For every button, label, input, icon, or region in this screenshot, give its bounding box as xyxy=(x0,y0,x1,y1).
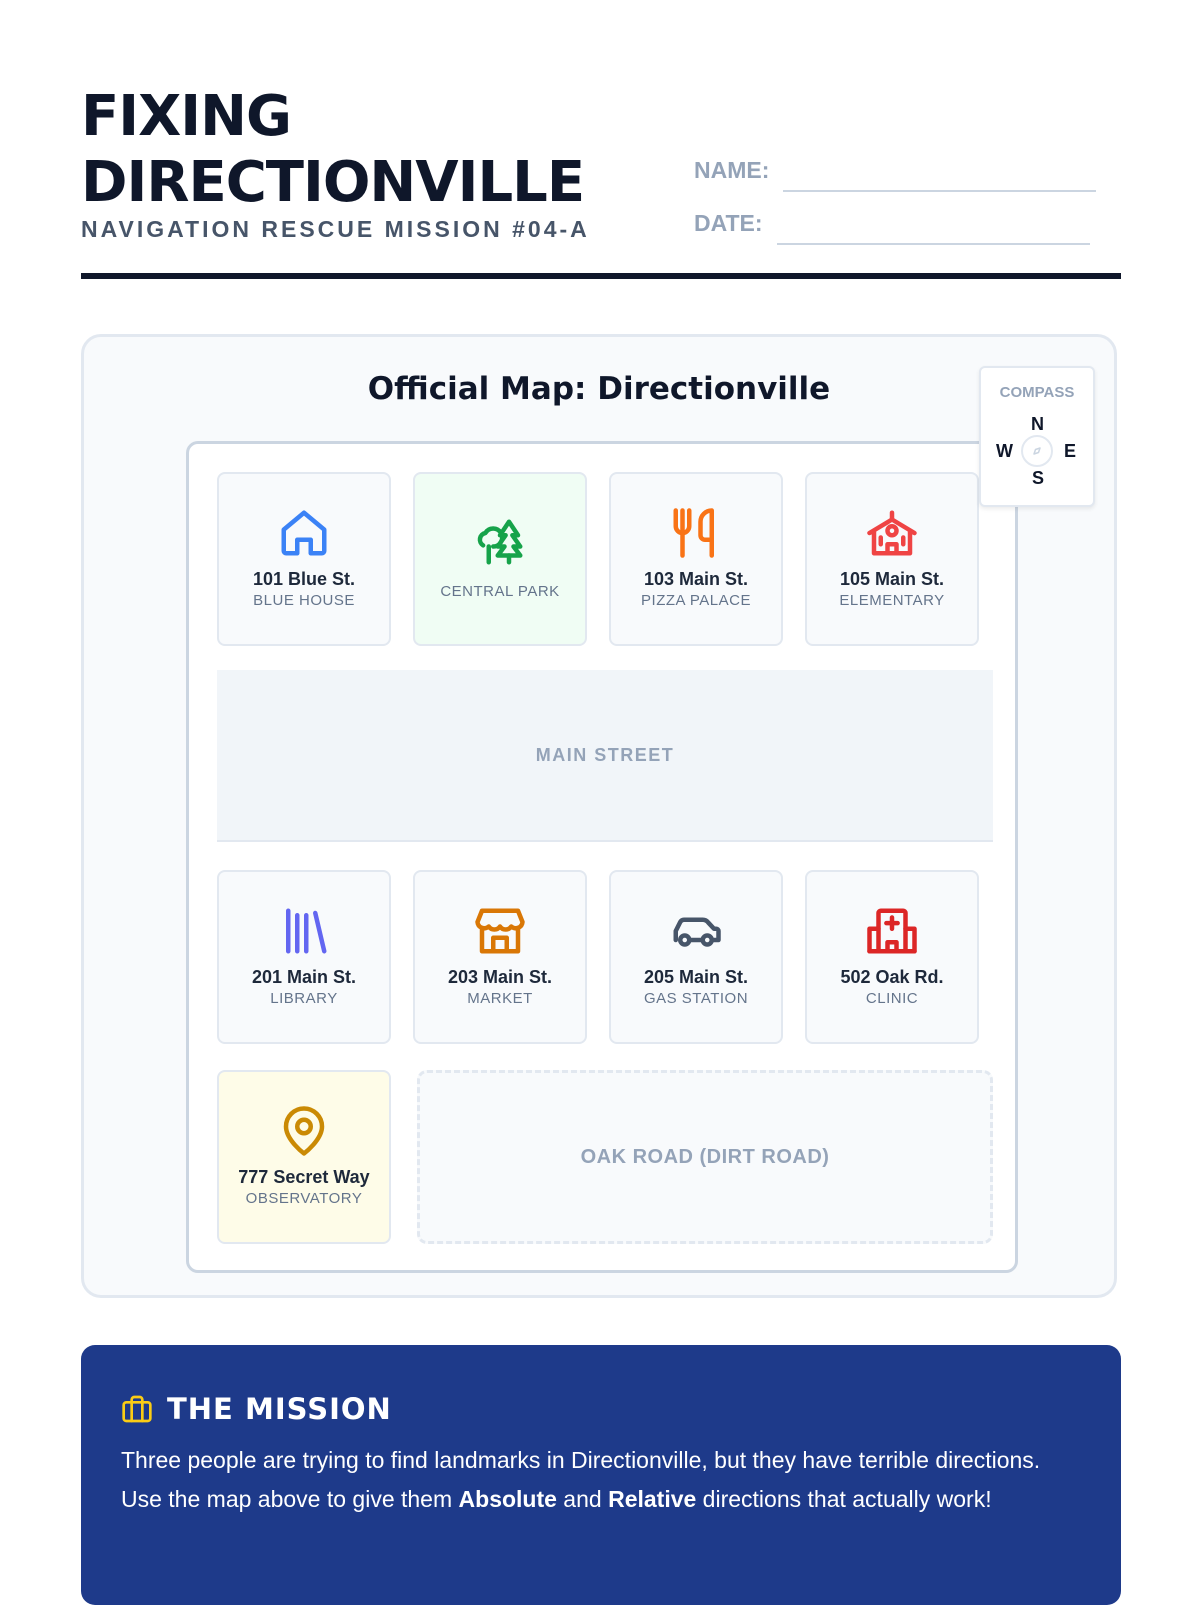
car-icon xyxy=(669,904,723,958)
tile-pizza-palace[interactable] xyxy=(609,472,783,646)
map-grid xyxy=(186,441,1018,1273)
date-label: DATE: xyxy=(694,210,763,236)
trees-icon xyxy=(473,515,527,569)
oak-road: OAK ROAD (DIRT ROAD) xyxy=(417,1070,993,1244)
mission-description xyxy=(121,1441,1061,1519)
map-pin-icon xyxy=(277,1104,331,1158)
tile-label: ELEMENTARY xyxy=(839,592,945,609)
worksheet-header xyxy=(81,0,1121,282)
tile-label: CENTRAL PARK xyxy=(440,583,560,600)
title-line-2: DIRECTIONVILLE xyxy=(81,150,585,215)
school-icon xyxy=(865,506,919,560)
mission-bold-relative: Relative xyxy=(608,1486,697,1512)
tile-observatory[interactable] xyxy=(217,1070,391,1244)
tile-label: BLUE HOUSE xyxy=(253,592,355,609)
briefcase-icon xyxy=(121,1393,153,1425)
tile-clinic[interactable] xyxy=(805,870,979,1044)
header-divider xyxy=(81,273,1121,279)
tile-gas-station[interactable] xyxy=(609,870,783,1044)
map-panel xyxy=(81,334,1117,1298)
tile-market[interactable] xyxy=(413,870,587,1044)
store-icon xyxy=(473,904,527,958)
compass-south: S xyxy=(1032,468,1045,488)
date-field[interactable] xyxy=(694,210,1090,237)
tile-label: LIBRARY xyxy=(270,990,338,1007)
name-field[interactable] xyxy=(694,157,1096,184)
tile-address: 101 Blue St. xyxy=(252,569,356,589)
mission-text-3: directions that actually work! xyxy=(696,1486,992,1512)
tile-address: 502 Oak Rd. xyxy=(840,967,944,987)
mission-panel xyxy=(81,1345,1121,1605)
mission-header xyxy=(121,1392,392,1426)
compass-north: N xyxy=(1031,414,1044,434)
tile-address: 203 Main St. xyxy=(447,967,553,987)
tile-address: 205 Main St. xyxy=(643,967,749,987)
page-title xyxy=(81,84,641,216)
tile-label: OBSERVATORY xyxy=(245,1190,363,1207)
title-line-1: FIXING xyxy=(81,84,291,149)
name-input-line[interactable] xyxy=(783,189,1096,192)
tile-central-park[interactable] xyxy=(413,472,587,646)
utensils-icon xyxy=(669,506,723,560)
tile-elementary[interactable] xyxy=(805,472,979,646)
compass xyxy=(979,366,1095,507)
main-street: MAIN STREET xyxy=(217,670,993,842)
tile-address: 103 Main St. xyxy=(643,569,749,589)
tile-library[interactable] xyxy=(217,870,391,1044)
compass-label: COMPASS xyxy=(999,384,1075,401)
tile-label: GAS STATION xyxy=(643,990,749,1007)
tile-blue-house[interactable] xyxy=(217,472,391,646)
home-icon xyxy=(277,506,331,560)
tile-address: 201 Main St. xyxy=(251,967,357,987)
tile-address: 777 Secret Way xyxy=(238,1167,370,1187)
mission-subtitle: NAVIGATION RESCUE MISSION #04-A xyxy=(81,216,590,242)
mission-bold-absolute: Absolute xyxy=(458,1486,557,1512)
date-input-line[interactable] xyxy=(777,242,1090,245)
compass-east: E xyxy=(1064,441,1077,461)
map-title: Official Map: Directionville xyxy=(367,371,831,407)
hospital-icon xyxy=(865,904,919,958)
tile-label: MARKET xyxy=(467,990,533,1007)
compass-west: W xyxy=(996,441,1013,461)
tile-address: 105 Main St. xyxy=(839,569,945,589)
tile-label: PIZZA PALACE xyxy=(641,592,751,609)
mission-text-1: Three people are trying to find landmarks in Directionville, but they have terrible directions. Use the map above to give them xyxy=(121,1447,1041,1512)
tile-label: CLINIC xyxy=(865,990,919,1007)
mission-text-2: and xyxy=(556,1486,609,1512)
mission-title: THE MISSION xyxy=(167,1392,392,1426)
library-icon xyxy=(277,904,331,958)
compass-icon xyxy=(1021,435,1053,467)
name-label: NAME: xyxy=(694,157,770,183)
